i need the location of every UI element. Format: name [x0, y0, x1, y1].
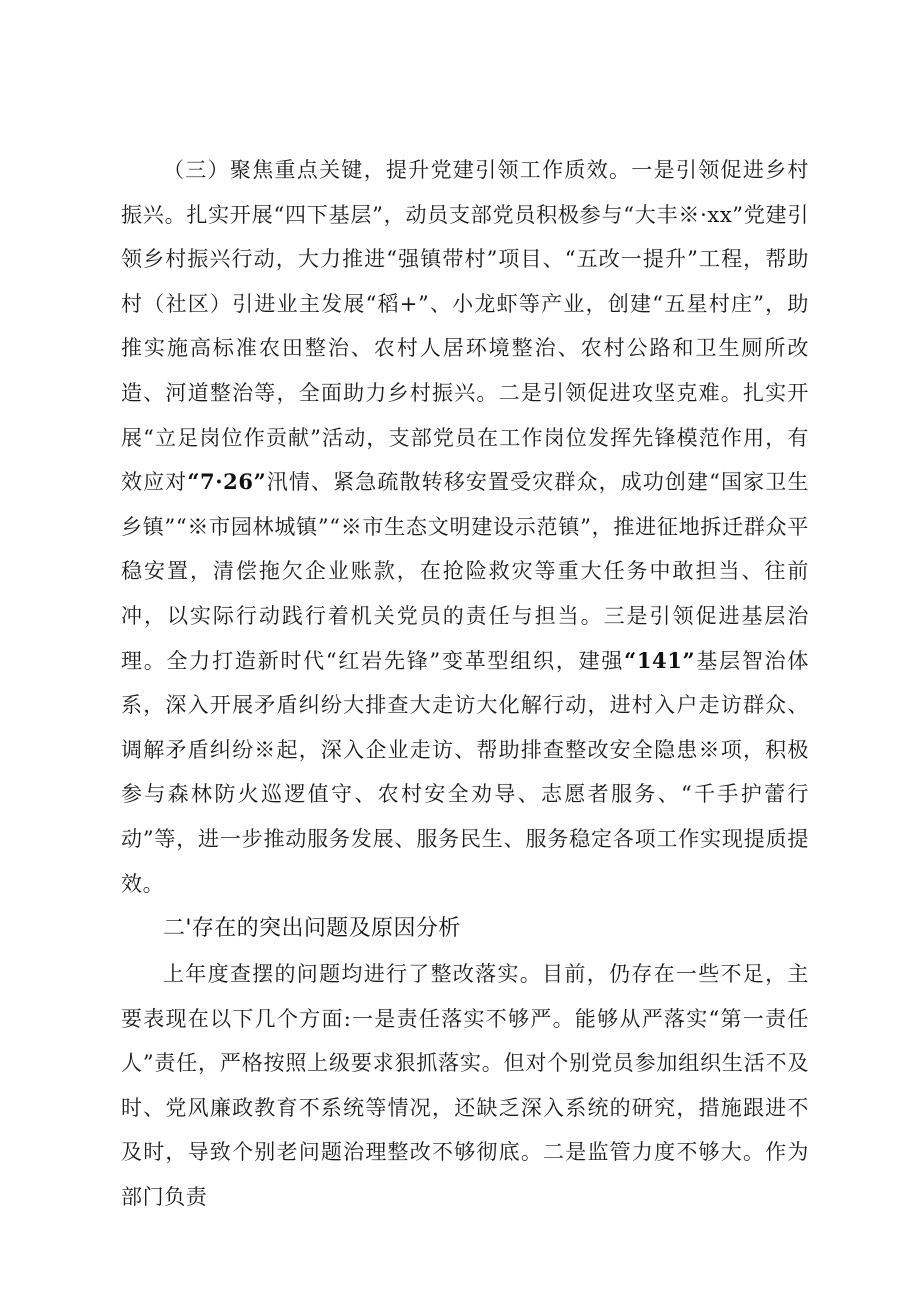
document-body — [121, 148, 809, 1220]
bold-system-label: “141” — [624, 647, 696, 673]
paragraph-text-segment: 基层智治体系，深入开展矛盾纠纷大排查大走访大化解行动，进村入户走访群众、调解矛盾纠纷※起，深入企业走访、帮助排查整改安全隐患※项，积极参与森林防火巡逻值守、农村安全劝导、志愿者服务、“千手护蕾行动”等，进一步推动服务发展、服务民生、服务稳定各项工作实现提质提效。 — [121, 648, 809, 896]
section-heading: 二'存在的突出问题及原因分析 — [163, 916, 461, 942]
paragraph-text-segment: 汛情、紧急疏散转移安置受灾群众，成功创建“国家卫生乡镇”“※市园林城镇”“※市生态文明建设示范镇”，推进征地拆迁群众平稳安置，清偿拖欠企业账款，在抢险救灾等重大任务中敢担当、往前冲，以实际行动践行着机关党员的责任与担当。三是引领促进基层治理。全力打造新时代“红岩先锋”变革型组织，建强 — [121, 470, 809, 673]
paragraph-text-segment: （三）聚焦重点关键，提升党建引领工作质效。一是引领促进乡村振兴。扎实开展“四下基层”，动员支部党员积极参与“大丰※·xx”党建引领乡村振兴行动，大力推进“强镇带村”项目、“五改一提升”工程，帮助村（社区）引进业主发展“稻+”、小龙虾等产业，创建“五星村庄”，助推实施高标准农田整治、农村人居环境整治、农村公路和卫生厕所改造、河道整治等，全面助力乡村振兴。二是引领促进攻坚克难。扎实开展“立足岗位作贡献”活动，支部党员在工作岗位发挥先锋模范作用，有效应对 — [121, 158, 809, 495]
paragraph-party-building-effectiveness — [121, 148, 809, 906]
bold-date-label: “7·26” — [187, 469, 267, 495]
paragraph-problems-analysis: 上年度查摆的问题均进行了整改落实。目前，仍存在一些不足，主要表现在以下几个方面:一是责任落实不够严。能够从严落实“第一责任人”责任，严格按照上级要求狠抓落实。但对个别党员参加组织生活不及时、党风廉政教育不系统等情况，还缺乏深入系统的研究，措施跟进不及时，导致个别老问题治理整改不够彻底。二是监管力度不够大。作为部门负责 — [121, 962, 809, 1210]
